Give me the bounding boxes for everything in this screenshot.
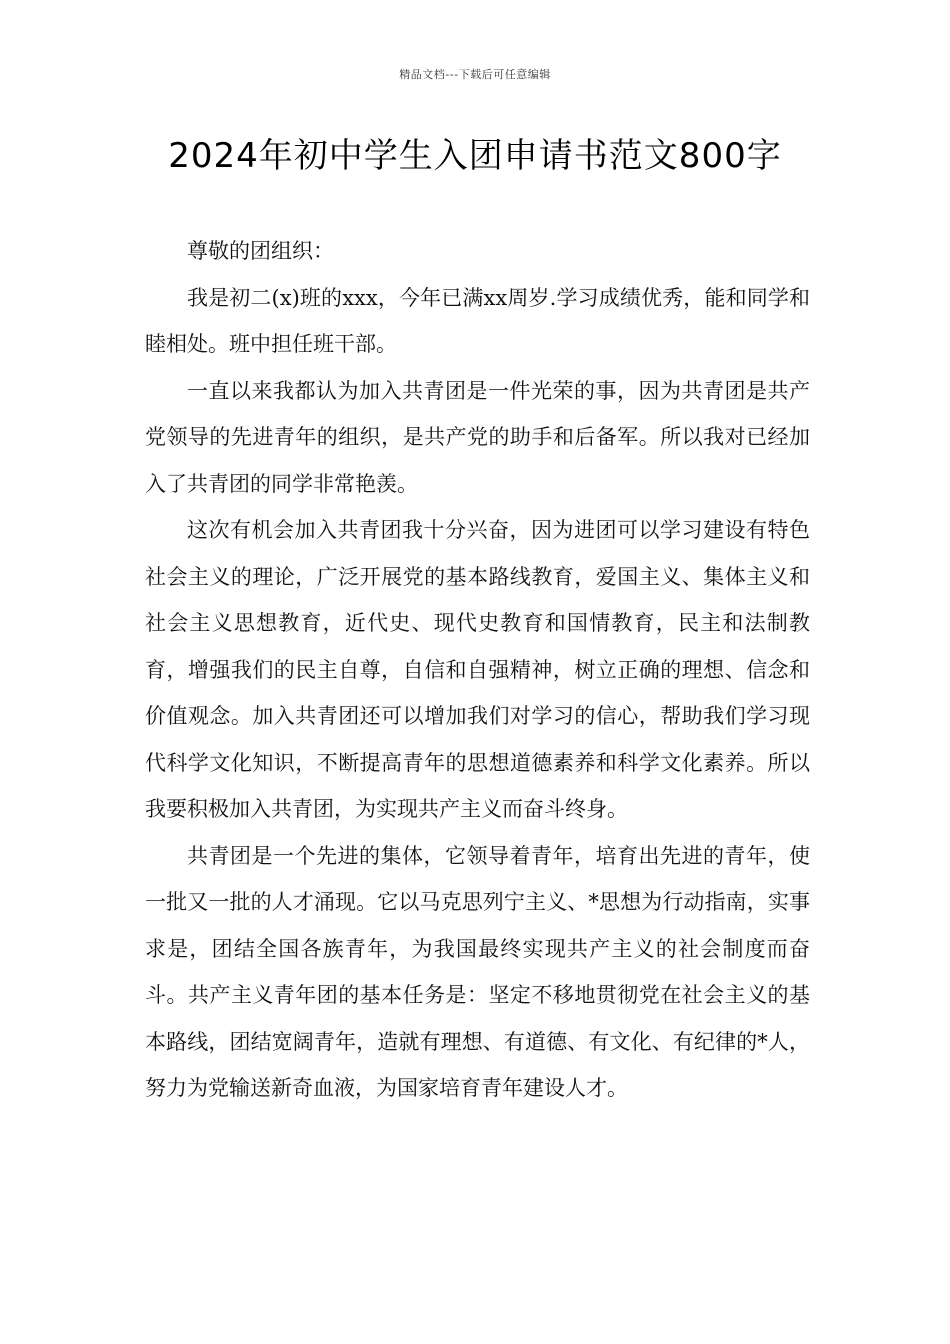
paragraph-1: 我是初二(x)班的xxx，今年已满xx周岁.学习成绩优秀，能和同学和睦相处。班中担任班干部。 — [145, 285, 810, 356]
document-title: 2024年初中学生入团申请书范文800字 — [168, 136, 782, 176]
paragraph-3: 这次有机会加入共青团我十分兴奋，因为进团可以学习建设有特色社会主义的理论，广泛开展党的基本路线教育，爱国主义、集体主义和社会主义思想教育，近代史、现代史教育和国情教育，民主和法制教育，增强我们的民主自尊，自信和自强精神，树立正确的理想、信念和价值观念。加入共青团还可以增加我们对学习的信心，帮助我们学习现代科学文化知识，不断提高青年的思想道德素养和科学文化素养。所以我要积极加入共青团，为实现共产主义而奋斗终身。 — [145, 518, 810, 821]
header-note: 精品文档---下载后可任意编辑 — [399, 68, 551, 81]
salutation: 尊敬的团组织： — [187, 239, 334, 263]
paragraph-2: 一直以来我都认为加入共青团是一件光荣的事，因为共青团是共产党领导的先进青年的组织，是共产党的助手和后备军。所以我对已经加入了共青团的同学非常艳羡。 — [145, 378, 810, 496]
document-body — [145, 228, 810, 1112]
paragraph-4: 共青团是一个先进的集体，它领导着青年，培育出先进的青年，使一批又一批的人才涌现。它以马克思列宁主义、*思想为行动指南，实事求是，团结全国各族青年，为我国最终实现共产主义的社会制度而奋斗。共产主义青年团的基本任务是：坚定不移地贯彻党在社会主义的基本路线，团结宽阔青年，造就有理想、有道德、有文化、有纪律的*人，努力为党输送新奇血液，为国家培育青年建设人才。 — [145, 843, 810, 1100]
